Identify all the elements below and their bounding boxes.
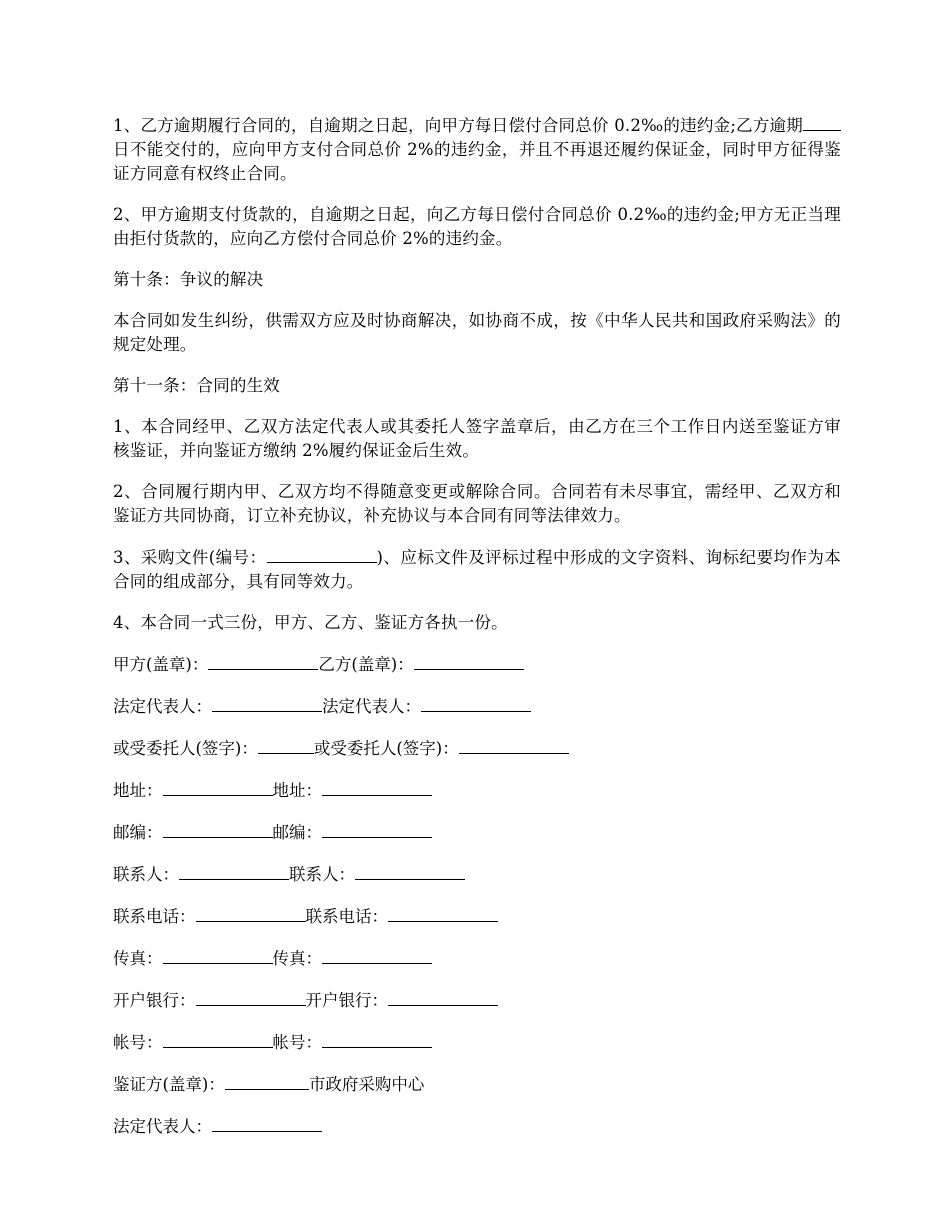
party-b-account-blank[interactable] xyxy=(322,1030,432,1048)
contact-row xyxy=(113,862,841,887)
effect-paragraph-4: 4、本合同一式三份，甲方、乙方、鉴证方各执一份。 xyxy=(113,613,508,632)
notary-name: 市政府采购中心 xyxy=(308,1075,425,1094)
party-a-bank-label: 开户银行： xyxy=(113,991,196,1010)
party-b-fax-blank[interactable] xyxy=(322,946,432,964)
party-a-account-blank[interactable] xyxy=(163,1030,273,1048)
clause-paragraph-1 xyxy=(113,113,841,186)
party-b-contact-label: 联系人： xyxy=(289,865,355,884)
notary-legal-rep-label: 法定代表人： xyxy=(113,1117,212,1136)
party-a-postcode-blank[interactable] xyxy=(163,820,273,838)
document-page xyxy=(113,113,841,1156)
party-a-seal-label: 甲方(盖章)： xyxy=(113,655,209,674)
party-a-phone-label: 联系电话： xyxy=(113,907,196,926)
party-b-contact-blank[interactable] xyxy=(355,862,465,880)
party-a-fax-blank[interactable] xyxy=(163,946,273,964)
legal-rep-row xyxy=(113,694,841,719)
party-a-legal-rep-label: 法定代表人： xyxy=(113,697,212,716)
clause-1-text-a: 1、乙方逾期履行合同的，自逾期之日起，向甲方每日偿付合同总价 0.2‰的违约金;乙方逾期 xyxy=(113,116,803,135)
effect-3-text-a: 3、采购文件(编号： xyxy=(113,548,267,567)
party-a-postcode-label: 邮编： xyxy=(113,823,163,842)
party-a-agent-label: 或受委托人(签字)： xyxy=(113,739,258,758)
party-a-seal-blank[interactable] xyxy=(208,652,318,670)
party-b-postcode-blank[interactable] xyxy=(322,820,432,838)
overdue-days-blank[interactable] xyxy=(803,113,841,131)
party-b-address-blank[interactable] xyxy=(322,778,432,796)
party-a-legal-rep-blank[interactable] xyxy=(212,694,322,712)
party-b-address-label: 地址： xyxy=(272,781,322,800)
notary-seal-row xyxy=(113,1072,841,1097)
party-a-contact-blank[interactable] xyxy=(179,862,289,880)
clause-paragraph-2: 2、甲方逾期支付货款的，自逾期之日起，向乙方每日偿付合同总价 0.2‰的违约金;甲方无正当理由拒付货款的，应向乙方偿付合同总价 2%的违约金。 xyxy=(113,205,841,248)
party-b-bank-blank[interactable] xyxy=(388,988,498,1006)
party-a-bank-blank[interactable] xyxy=(196,988,306,1006)
notary-legal-rep-blank[interactable] xyxy=(212,1114,322,1132)
party-a-fax-label: 传真： xyxy=(113,949,163,968)
seal-row xyxy=(113,652,841,677)
party-a-address-blank[interactable] xyxy=(163,778,273,796)
party-b-bank-label: 开户银行： xyxy=(305,991,388,1010)
party-b-phone-label: 联系电话： xyxy=(305,907,388,926)
bank-row xyxy=(113,988,841,1013)
party-b-seal-blank[interactable] xyxy=(414,652,524,670)
agent-row xyxy=(113,736,841,761)
party-b-agent-label: 或受委托人(签字)： xyxy=(313,739,459,758)
party-b-account-label: 帐号： xyxy=(272,1033,322,1052)
party-a-agent-blank[interactable] xyxy=(258,736,314,754)
article-10-heading: 第十条：争议的解决 xyxy=(113,270,264,289)
fax-row xyxy=(113,946,841,971)
effect-3-text-b: )、应标文件及评标过程中形成的文字资料、询标纪要均作为本合同的组成部分，具有同等效力。 xyxy=(113,548,841,591)
party-b-fax-label: 传真： xyxy=(272,949,322,968)
party-a-contact-label: 联系人： xyxy=(113,865,179,884)
clause-1-text-b: 日不能交付的，应向甲方支付合同总价 2%的违约金，并且不再退还履约保证金，同时甲方征得鉴证方同意有权终止合同。 xyxy=(113,140,841,183)
party-a-address-label: 地址： xyxy=(113,781,163,800)
party-a-phone-blank[interactable] xyxy=(196,904,306,922)
party-b-phone-blank[interactable] xyxy=(388,904,498,922)
effect-paragraph-3 xyxy=(113,545,841,594)
postcode-row xyxy=(113,820,841,845)
account-row xyxy=(113,1030,841,1055)
address-row xyxy=(113,778,841,803)
party-b-agent-blank[interactable] xyxy=(459,736,569,754)
party-b-legal-rep-label: 法定代表人： xyxy=(322,697,421,716)
notary-legal-rep-row xyxy=(113,1114,841,1139)
party-b-legal-rep-blank[interactable] xyxy=(421,694,531,712)
notary-seal-label: 鉴证方(盖章)： xyxy=(113,1075,225,1094)
document-number-blank[interactable] xyxy=(267,545,377,563)
effect-paragraph-1: 1、本合同经甲、乙双方法定代表人或其委托人签字盖章后，由乙方在三个工作日内送至鉴证方审核鉴证，并向鉴证方缴纳 2%履约保证金后生效。 xyxy=(113,417,841,460)
party-b-postcode-label: 邮编： xyxy=(272,823,322,842)
notary-seal-blank[interactable] xyxy=(225,1072,309,1090)
effect-paragraph-2: 2、合同履行期内甲、乙双方均不得随意变更或解除合同。合同若有未尽事宜，需经甲、乙双方和鉴证方共同协商，订立补充协议，补充协议与本合同有同等法律效力。 xyxy=(113,482,841,525)
party-b-seal-label: 乙方(盖章)： xyxy=(318,655,414,674)
phone-row xyxy=(113,904,841,929)
dispute-paragraph: 本合同如发生纠纷，供需双方应及时协商解决，如协商不成，按《中华人民共和国政府采购法》的规定处理。 xyxy=(113,311,841,354)
article-11-heading: 第十一条：合同的生效 xyxy=(113,376,280,395)
party-a-account-label: 帐号： xyxy=(113,1033,163,1052)
